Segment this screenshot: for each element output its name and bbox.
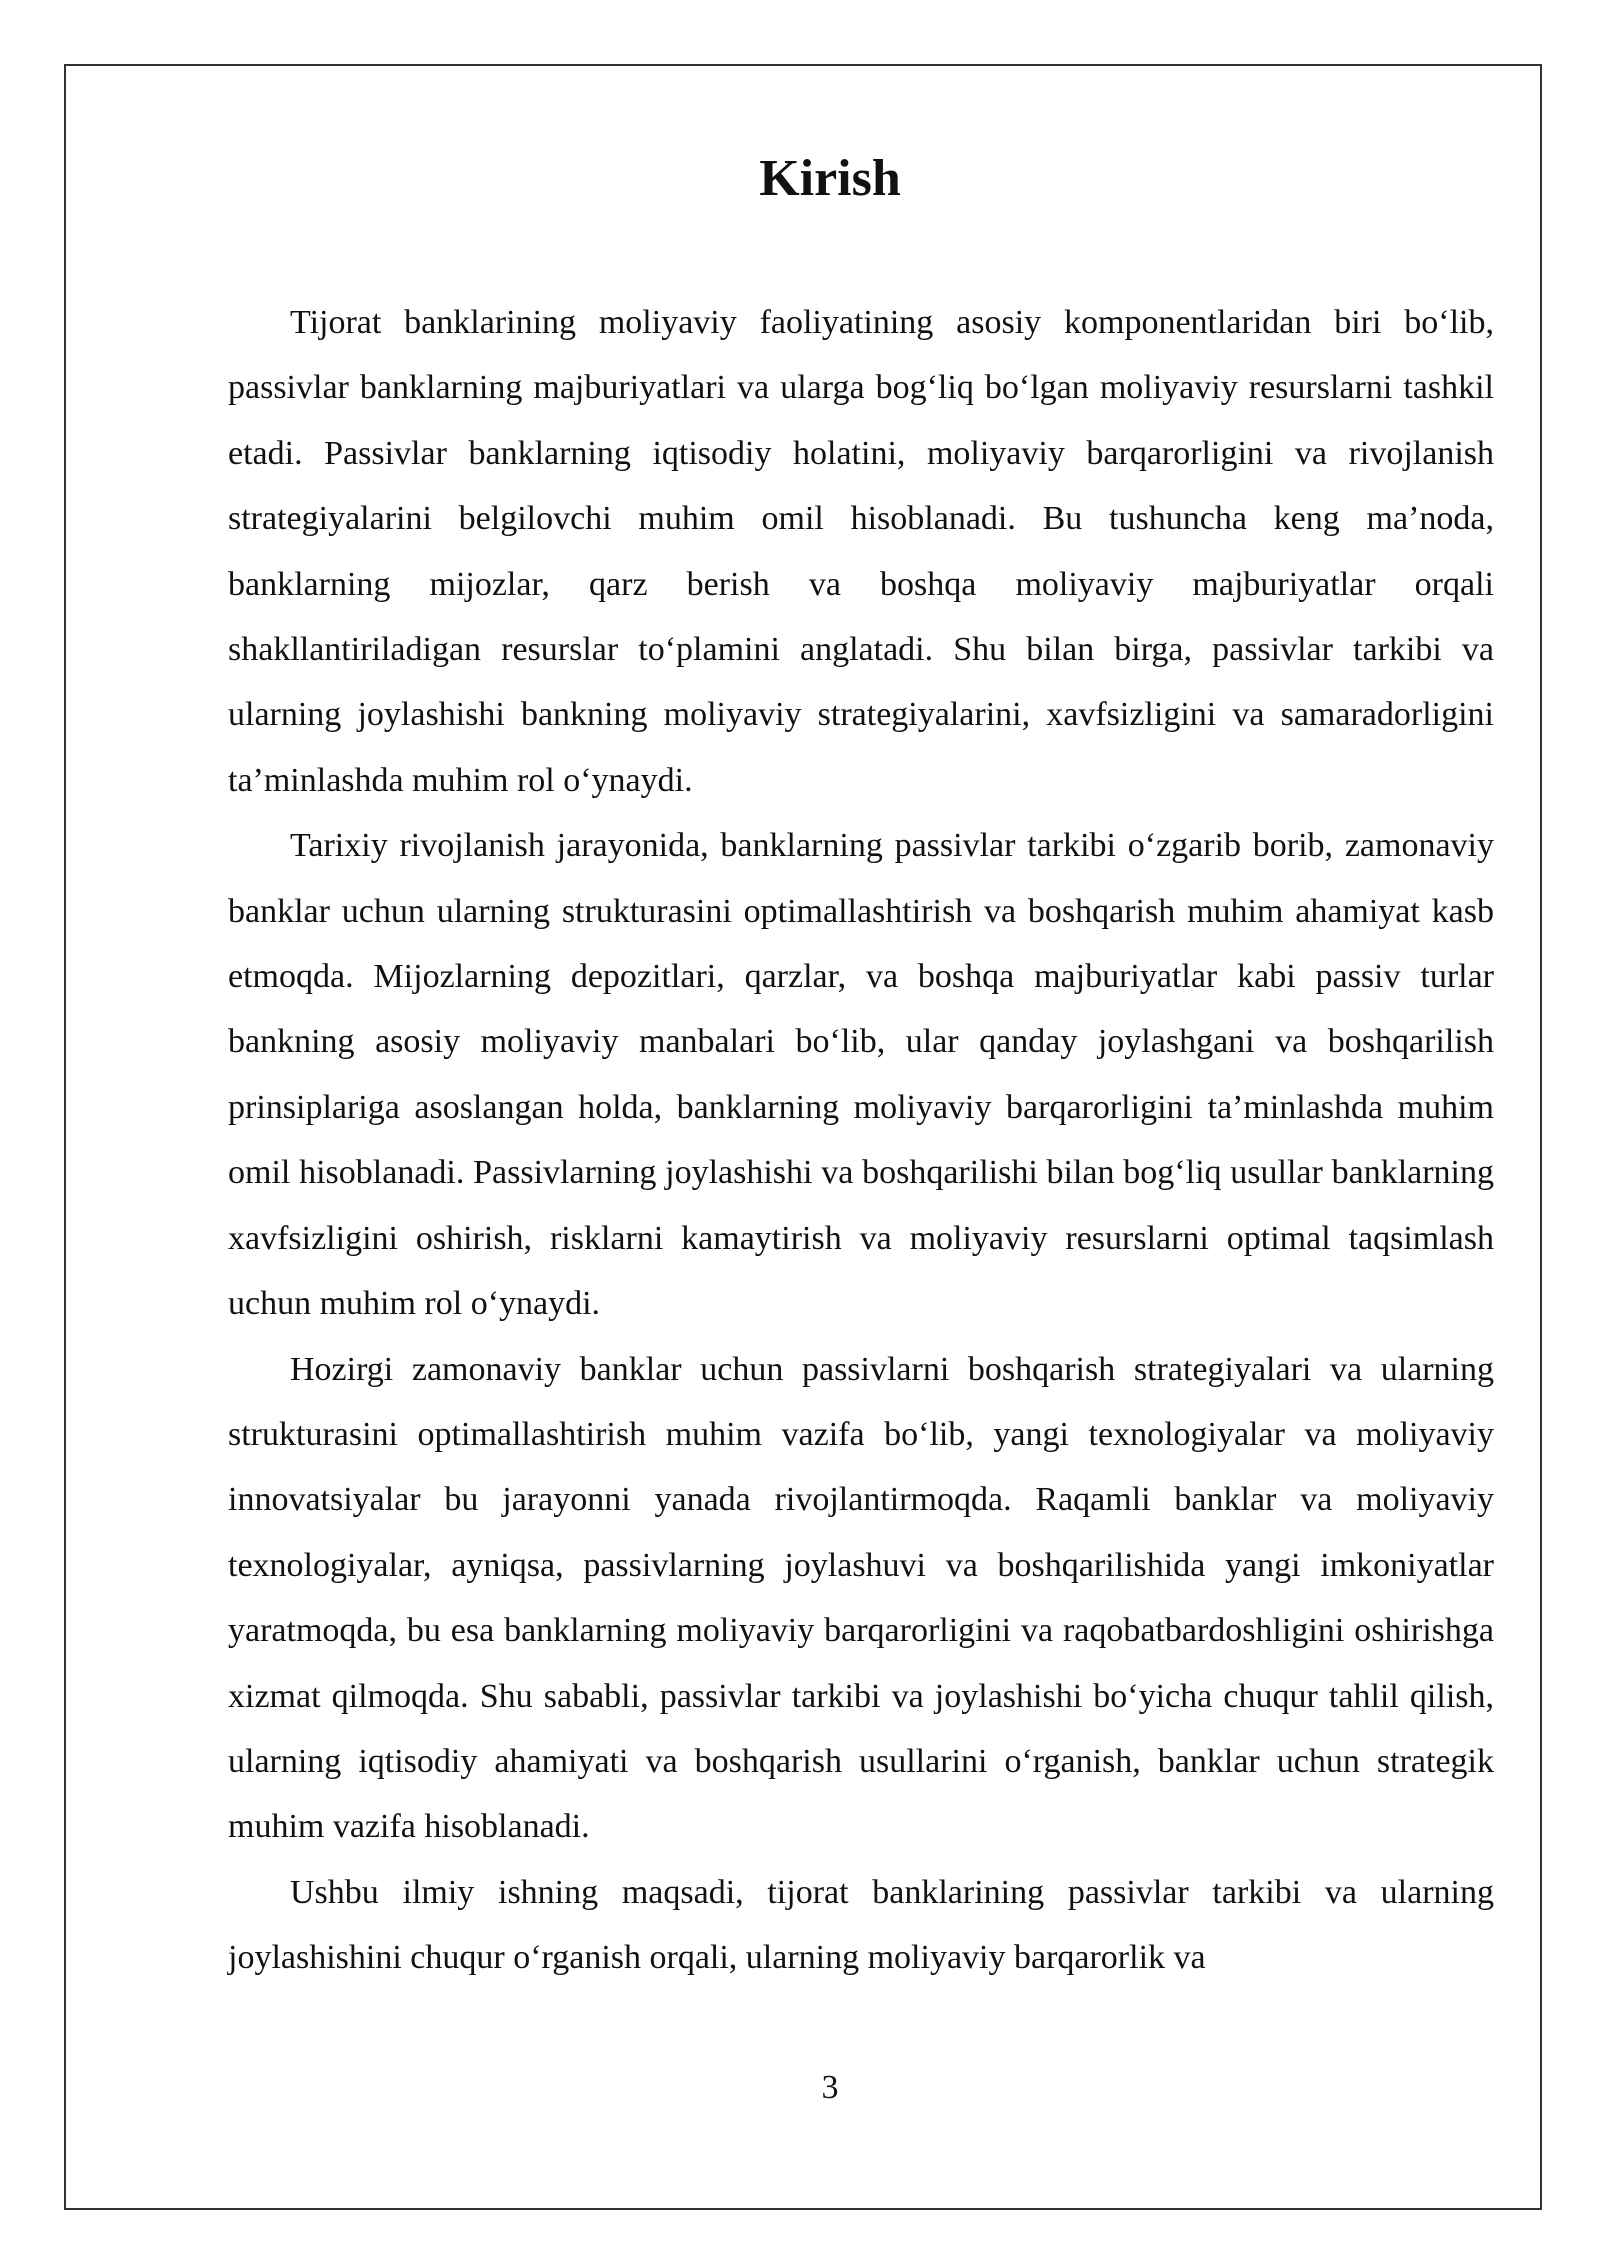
document-body: [228, 290, 1494, 1991]
paragraph-3: Hozirgi zamonaviy banklar uchun passivlarni boshqarish strategiyalari va ularning strukturasini optimallashtirish muhim vazifa bo‘lib, yangi texnologiyalar va moliyaviy innovatsiyalar bu jarayonni yanada rivojlantirmoqda. Raqamli banklar va moliyaviy texnologiyalar, ayniqsa, passivlarning joylashuvi va boshqarilishida yangi imkoniyatlar yaratmoqda, bu esa banklarning moliyaviy barqarorligini va raqobatbardoshligini oshirishga xizmat qilmoqda. Shu sababli, passivlar tarkibi va joylashishi bo‘yicha chuqur tahlil qilish, ularning iqtisodiy ahamiyati va boshqarish usullarini o‘rganish, banklar uchun strategik muhim vazifa hisoblanadi.: [228, 1350, 1494, 1846]
paragraph-4: Ushbu ilmiy ishning maqsadi, tijorat banklarining passivlar tarkibi va ularning joylashishini chuqur o‘rganish orqali, ularning moliyaviy barqarorlik va: [228, 1873, 1494, 1977]
paragraph-1: Tijorat banklarining moliyaviy faoliyatining asosiy komponentlaridan biri bo‘lib, passivlar banklarning majburiyatlari va ularga bog‘liq bo‘lgan moliyaviy resurslarni tashkil etadi. Passivlar banklarning iqtisodiy holatini, moliyaviy barqarorligini va rivojlanish strategiyalarini belgilovchi muhim omil hisoblanadi. Bu tushuncha keng ma’noda, banklarning mijozlar, qarz berish va boshqa moliyaviy majburiyatlar orqali shakllantiriladigan resurslar to‘plamini anglatadi. Shu bilan birga, passivlar tarkibi va ularning joylashishi bankning moliyaviy strategiyalarini, xavfsizligini va samaradorligini ta’minlashda muhim rol o‘ynaydi.: [228, 304, 1494, 799]
paragraph-2: Tarixiy rivojlanish jarayonida, banklarning passivlar tarkibi o‘zgarib borib, zamonaviy banklar uchun ularning strukturasini optimallashtirish va boshqarish muhim ahamiyat kasb etmoqda. Mijozlarning depozitlari, qarzlar, va boshqa majburiyatlar kabi passiv turlar bankning asosiy moliyaviy manbalari bo‘lib, ular qanday joylashgani va boshqarilish prinsiplariga asoslangan holda, banklarning moliyaviy barqarorligini ta’minlashda muhim omil hisoblanadi. Passivlarning joylashishi va boshqarilishi bilan bog‘liq usullar banklarning xavfsizligini oshirish, risklarni kamaytirish va moliyaviy resurslarni optimal taqsimlash uchun muhim rol o‘ynaydi.: [228, 827, 1494, 1323]
page-title: Kirish: [759, 150, 901, 207]
page-number: 3: [821, 2069, 839, 2106]
